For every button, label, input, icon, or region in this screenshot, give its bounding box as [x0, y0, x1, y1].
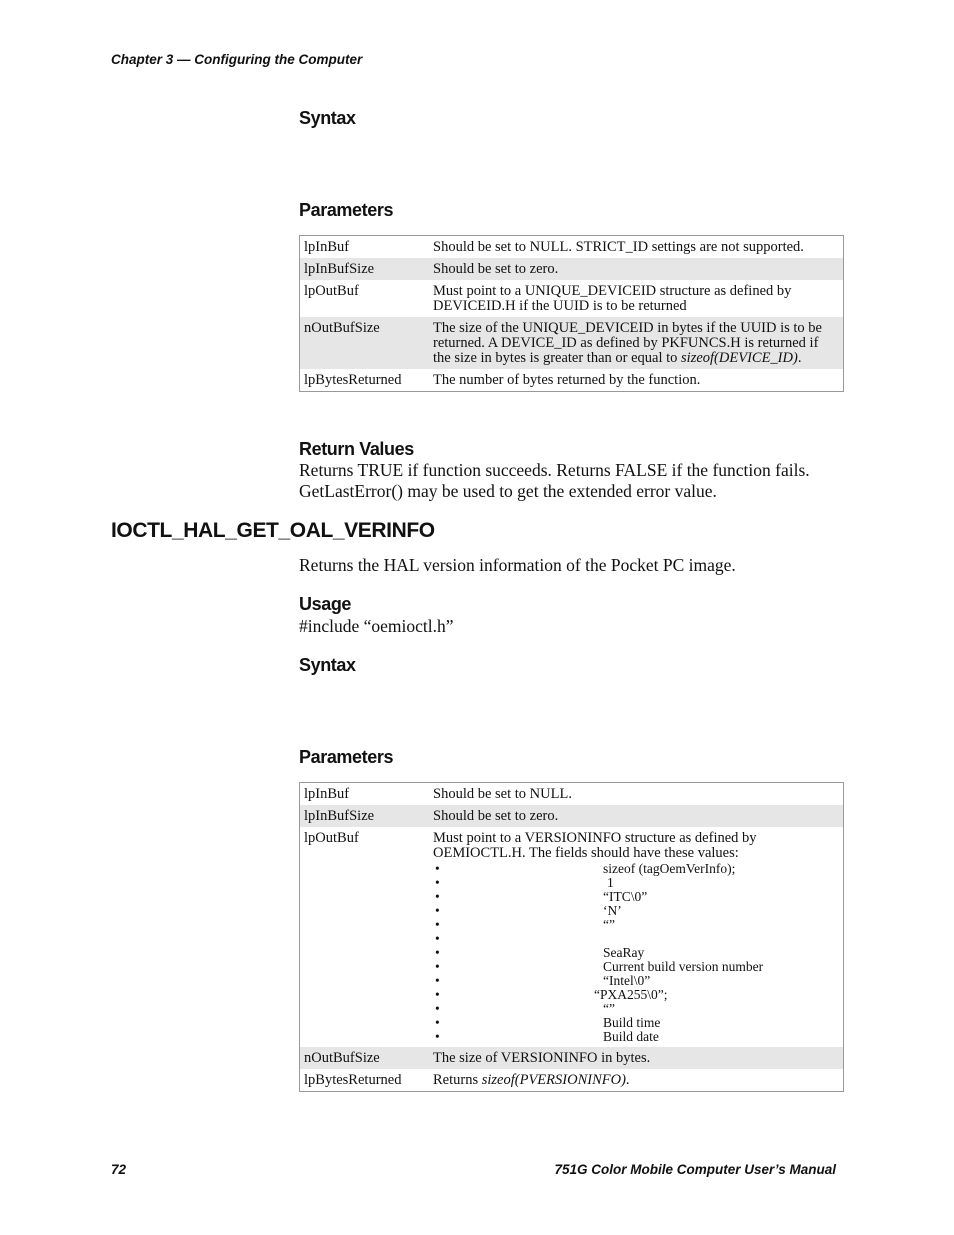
table-row — [300, 1047, 844, 1069]
list-item — [433, 932, 839, 946]
running-header: Chapter 3 — Configuring the Computer — [111, 52, 363, 67]
list-item — [433, 890, 839, 904]
param-desc-end: . — [625, 1072, 630, 1088]
field-value: “Intel\0” — [603, 973, 651, 988]
section-description: Returns the HAL version information of the Pocket PC image. — [299, 555, 736, 575]
param-desc: Must point to a UNIQUE_DEVICEID structure as defined by DEVICEID.H if the UUID is to be returned — [433, 283, 792, 314]
param-name: lpInBuf — [304, 239, 350, 255]
return-values-text: Returns TRUE if function succeeds. Returns FALSE if the function fails. GetLastError() may be used to get the extended error value. — [299, 460, 810, 501]
param-desc: Should be set to zero. — [429, 258, 844, 280]
field-value: “” — [603, 917, 615, 932]
field-value: Current build version number — [603, 959, 764, 974]
bullet-icon: • — [435, 875, 440, 890]
manual-title: 751G Color Mobile Computer User’s Manual — [554, 1162, 836, 1177]
bullet-icon: • — [435, 1001, 440, 1016]
field-value: Build time — [603, 1015, 661, 1030]
section-title: IOCTL_HAL_GET_OAL_VERINFO — [111, 519, 435, 542]
parameters-heading: Parameters — [299, 747, 394, 767]
param-name: lpInBuf — [304, 786, 350, 802]
param-name: nOutBufSize — [300, 1047, 430, 1069]
field-value: 1 — [607, 875, 614, 890]
param-desc-italic: sizeof(PVERSIONINFO) — [481, 1072, 626, 1088]
param-desc-end: . — [797, 350, 802, 366]
field-value: ‘N’ — [603, 903, 622, 918]
param-desc: Should be set to NULL. STRICT_ID settings are not supported. — [433, 239, 804, 255]
return-values-heading: Return Values — [299, 439, 414, 459]
list-item — [433, 1016, 839, 1030]
table-row — [300, 369, 844, 392]
bullet-icon: • — [435, 1029, 440, 1044]
page-number: 72 — [111, 1162, 127, 1177]
table-row — [300, 783, 844, 806]
table-row — [300, 1069, 844, 1092]
bullet-icon: • — [435, 917, 440, 932]
list-item — [433, 1030, 839, 1044]
param-name: lpInBufSize — [300, 805, 430, 827]
bullet-icon: • — [435, 959, 440, 974]
param-desc: The size of VERSIONINFO in bytes. — [429, 1047, 844, 1069]
list-item — [433, 876, 839, 890]
param-desc: Should be set to NULL. — [433, 786, 572, 802]
parameters-table — [299, 782, 844, 1092]
syntax-heading: Syntax — [299, 655, 356, 675]
table-row — [300, 236, 844, 259]
param-desc: The number of bytes returned by the function. — [433, 372, 701, 388]
bullet-icon: • — [435, 973, 440, 988]
field-value: “PXA255\0”; — [594, 987, 668, 1002]
field-value: SeaRay — [603, 945, 645, 960]
field-value: “” — [603, 1001, 615, 1016]
bullet-icon: • — [435, 889, 440, 904]
table-row — [300, 258, 844, 280]
param-name: lpInBufSize — [300, 258, 430, 280]
parameters-table — [299, 235, 844, 392]
param-desc-italic: sizeof(DEVICE_ID) — [681, 350, 798, 366]
param-desc-cell — [429, 317, 844, 369]
param-name: lpBytesReturned — [304, 372, 402, 388]
field-value: Build date — [603, 1029, 659, 1044]
field-value — [603, 932, 839, 946]
bullet-icon: • — [435, 861, 440, 876]
param-name: nOutBufSize — [300, 317, 430, 369]
table-row — [300, 317, 844, 369]
param-name: lpOutBuf — [304, 830, 359, 846]
field-value: “ITC\0” — [603, 889, 648, 904]
list-item — [433, 904, 839, 918]
parameters-heading: Parameters — [299, 200, 394, 220]
list-item — [433, 946, 839, 960]
bullet-icon: • — [435, 1015, 440, 1030]
bullet-icon: • — [435, 931, 440, 946]
param-desc: Should be set to zero. — [429, 805, 844, 827]
param-desc: The size of the UNIQUE_DEVICEID in bytes if the UUID is to be returned. A DEVICE_ID as defined by PKFUNCS.H is returned if the size in bytes is greater than or equal to — [433, 320, 822, 366]
list-item — [433, 862, 839, 876]
usage-heading: Usage — [299, 594, 352, 614]
list-item — [433, 960, 839, 974]
param-desc: Returns — [433, 1072, 479, 1088]
param-desc: Must point to a VERSIONINFO structure as defined by OEMIOCTL.H. The fields should have these values: — [433, 830, 757, 861]
param-desc-cell — [429, 1069, 844, 1092]
table-row — [300, 280, 844, 317]
param-desc-cell — [429, 827, 844, 1047]
list-item — [433, 918, 839, 932]
field-value: sizeof (tagOemVerInfo); — [603, 861, 736, 876]
syntax-heading: Syntax — [299, 108, 356, 128]
list-item — [433, 974, 839, 988]
param-name: lpBytesReturned — [304, 1072, 402, 1088]
list-item — [433, 1002, 839, 1016]
list-item — [433, 988, 839, 1002]
param-name: lpOutBuf — [304, 283, 359, 299]
bullet-icon: • — [435, 903, 440, 918]
table-row — [300, 827, 844, 1047]
bullet-icon: • — [435, 987, 440, 1002]
usage-text: #include “oemioctl.h” — [299, 616, 454, 636]
field-values-list — [433, 862, 839, 1044]
bullet-icon: • — [435, 945, 440, 960]
table-row — [300, 805, 844, 827]
